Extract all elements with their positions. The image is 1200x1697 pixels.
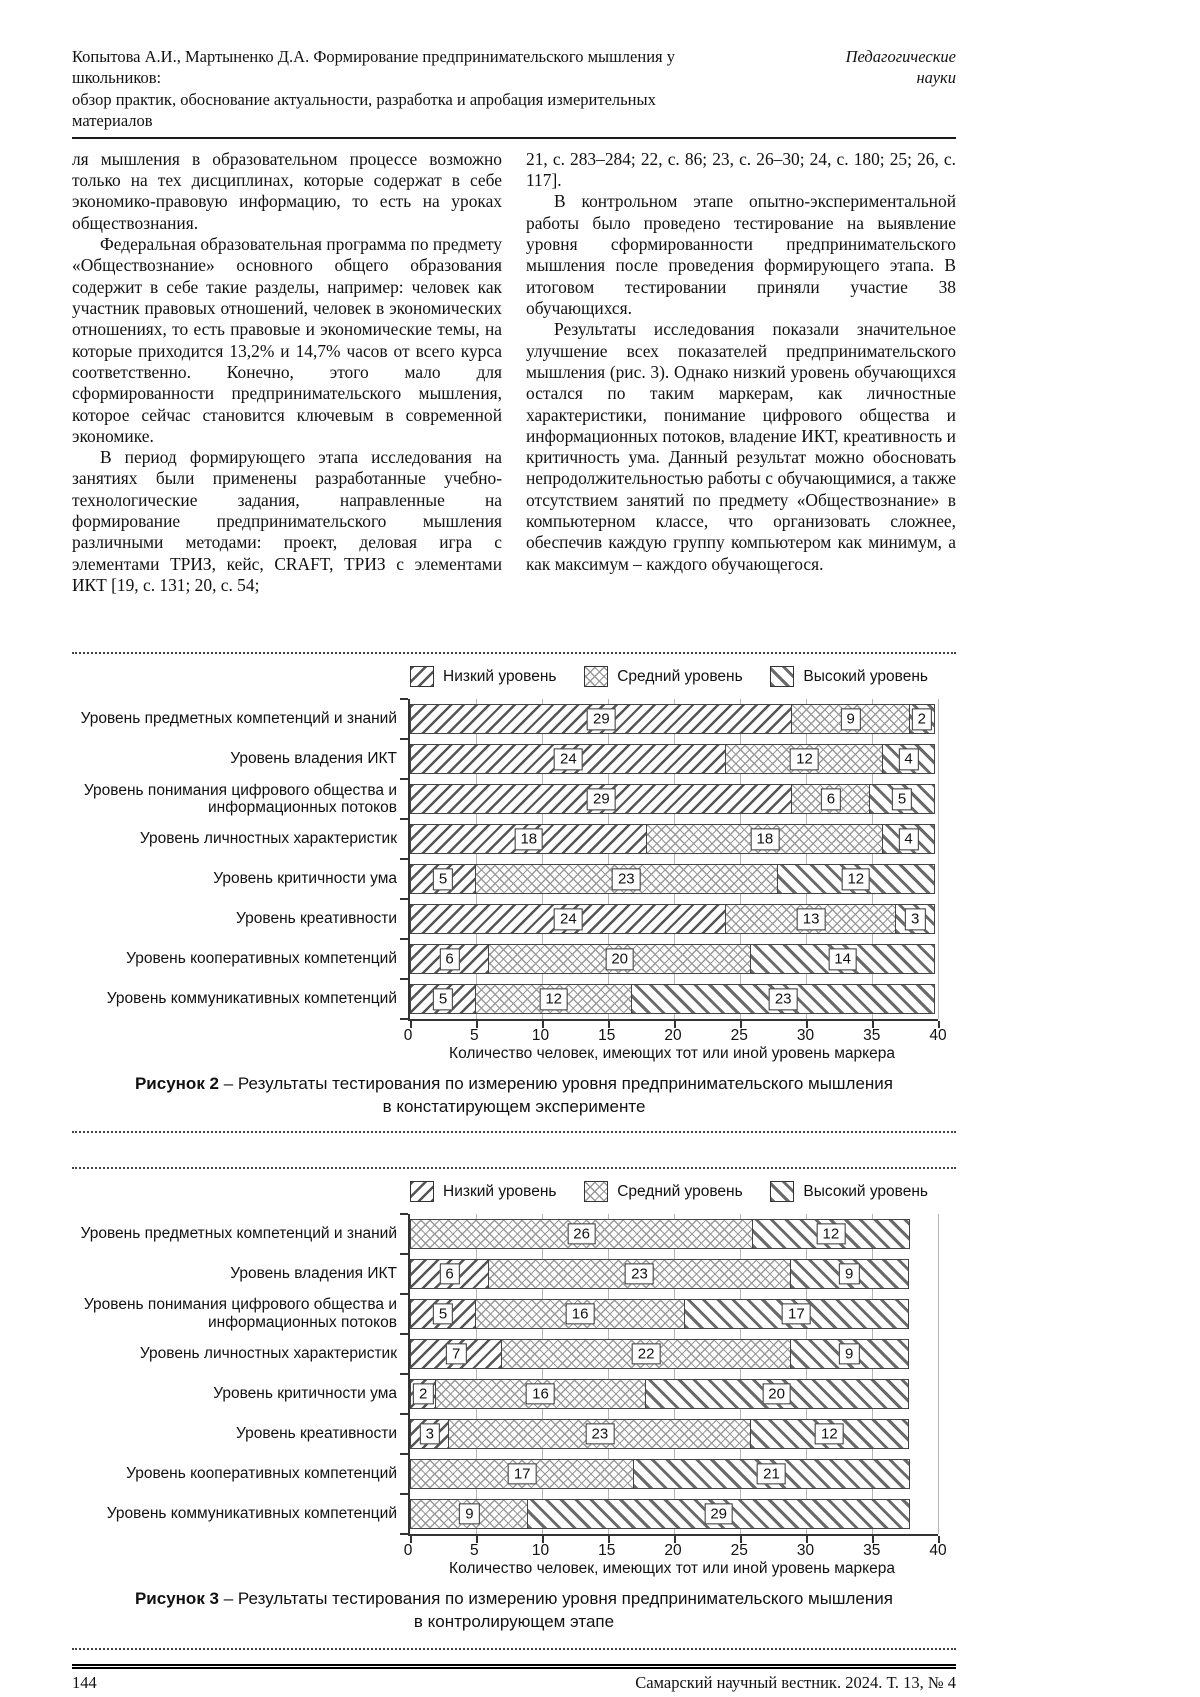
segment-value: 23 bbox=[625, 1264, 654, 1285]
segment-value: 4 bbox=[898, 749, 918, 770]
category-label: Уровень понимания цифрового общества и информационных потоков bbox=[83, 1296, 397, 1332]
stacked-bar bbox=[410, 1419, 938, 1449]
header-section-line1: Педагогические bbox=[845, 47, 956, 66]
y-tick-mark bbox=[400, 1253, 408, 1255]
legend-label: Средний уровень bbox=[617, 1182, 743, 1200]
x-axis-ticks bbox=[403, 1536, 947, 1560]
x-tick-label: 0 bbox=[403, 1027, 413, 1045]
x-tick-label: 35 bbox=[863, 1027, 881, 1045]
x-tick-label: 15 bbox=[598, 1542, 616, 1560]
y-tick-mark bbox=[400, 1453, 408, 1455]
bar-row bbox=[410, 1294, 938, 1334]
bar-row bbox=[410, 1414, 938, 1454]
category-label: Уровень понимания цифрового общества и информационных потоков bbox=[83, 781, 397, 817]
chart-legend bbox=[408, 654, 930, 695]
bar-row bbox=[410, 739, 938, 779]
segment-value: 24 bbox=[554, 749, 583, 770]
stacked-bar bbox=[410, 784, 938, 814]
legend-item bbox=[584, 666, 742, 687]
segment-value: 5 bbox=[433, 989, 453, 1010]
segment-value: 24 bbox=[554, 909, 583, 930]
bar-segment-high bbox=[882, 824, 935, 854]
segment-value: 9 bbox=[839, 1344, 859, 1365]
header-section-line2: науки bbox=[916, 68, 956, 88]
category-label: Уровень креативности bbox=[236, 910, 397, 928]
segment-value: 29 bbox=[587, 709, 616, 730]
y-tick-mark bbox=[400, 1373, 408, 1375]
stacked-bar bbox=[410, 1219, 938, 1249]
figure-caption-number: Рисунок 3 bbox=[134, 1589, 220, 1609]
bar-segment-high bbox=[750, 944, 935, 974]
bar-row bbox=[410, 779, 938, 819]
legend-item bbox=[410, 1181, 557, 1202]
legend-item bbox=[584, 1181, 742, 1202]
y-tick-mark bbox=[400, 938, 408, 940]
segment-value: 12 bbox=[815, 1424, 844, 1445]
figure-2-chart bbox=[72, 654, 956, 1119]
stacked-bar bbox=[410, 984, 938, 1014]
plot-area bbox=[408, 699, 938, 1021]
chart-legend bbox=[408, 1169, 930, 1210]
segment-value: 5 bbox=[892, 789, 912, 810]
segment-value: 23 bbox=[586, 1424, 615, 1445]
x-tick-label: 40 bbox=[929, 1542, 947, 1560]
right-column bbox=[526, 149, 956, 597]
segment-value: 2 bbox=[912, 709, 932, 730]
segment-value: 18 bbox=[751, 829, 780, 850]
stacked-bar bbox=[410, 904, 938, 934]
bar-segment-low bbox=[410, 864, 476, 894]
segment-value: 9 bbox=[839, 1264, 859, 1285]
stacked-bar bbox=[410, 1339, 938, 1369]
bar-segment-mid bbox=[435, 1379, 646, 1409]
segment-value: 18 bbox=[514, 829, 543, 850]
bar-segment-high bbox=[752, 1219, 910, 1249]
segment-value: 6 bbox=[821, 789, 841, 810]
segment-value: 16 bbox=[566, 1304, 595, 1325]
y-tick-mark bbox=[400, 1018, 408, 1020]
bar-segment-high bbox=[777, 864, 935, 894]
running-footer bbox=[72, 1669, 956, 1693]
bar-segment-high bbox=[684, 1299, 908, 1329]
paragraph: В период формирующего этапа исследования на занятиях были применены разработанные учебно-технологические задания, направленные на формирование предпринимательского мышления различными методами: проект, деловая игра с элементами ТРИЗ, кейс, CRAFT, ТРИЗ с элементами ИКТ [19, с. 131; 20, с. 54; bbox=[72, 447, 502, 595]
chart-body bbox=[72, 699, 956, 1021]
bar-segment-high bbox=[750, 1419, 908, 1449]
bar-segment-mid bbox=[475, 1299, 686, 1329]
x-tick-label: 20 bbox=[664, 1542, 682, 1560]
segment-value: 23 bbox=[612, 869, 641, 890]
paragraph: Федеральная образовательная программа по предмету «Обществознание» основного общего образования содержит в себе такие разделы, например: человек как участник правовых отношений, человек в экономических отношениях, то есть правовые и экономические темы, на которые приходится 13,2% и 14,7% часов от всего курса соответственно. Конечно, этого мало для сформированности предпринимательского мышления, которое сейчас становится ключевым в современной экономике. bbox=[72, 234, 502, 446]
segment-value: 16 bbox=[526, 1384, 555, 1405]
figure-caption-text: – Результаты тестирования по измерению уровня предпринимательского мышления bbox=[223, 1074, 894, 1094]
bar-segment-mid bbox=[410, 1499, 529, 1529]
y-tick-mark bbox=[400, 1493, 408, 1495]
category-labels bbox=[72, 699, 408, 1021]
figure-caption bbox=[72, 1588, 956, 1634]
bar-segment-high bbox=[882, 744, 935, 774]
bar-segment-high bbox=[527, 1499, 910, 1529]
bar-row bbox=[410, 979, 938, 1019]
x-tick-label: 35 bbox=[863, 1542, 881, 1560]
segment-value: 2 bbox=[413, 1384, 433, 1405]
bar-row bbox=[410, 1374, 938, 1414]
category-label: Уровень креативности bbox=[236, 1425, 397, 1443]
bar-segment-high bbox=[631, 984, 935, 1014]
category-label: Уровень предметных компетенций и знаний bbox=[80, 1225, 397, 1243]
bar-segment-mid bbox=[410, 1219, 753, 1249]
bar-segment-low bbox=[410, 1339, 502, 1369]
x-tick-label: 5 bbox=[469, 1542, 479, 1560]
stacked-bar bbox=[410, 944, 938, 974]
paragraph: ля мышления в образовательном процессе возможно только на тех дисциплинах, которые содержат в себе экономико-правовую информацию, то есть на уроках обществознания. bbox=[72, 148, 502, 233]
bar-segment-mid bbox=[725, 904, 897, 934]
stacked-bar bbox=[410, 1379, 938, 1409]
x-tick-label: 30 bbox=[796, 1027, 815, 1045]
high-hatch-swatch-icon bbox=[770, 1181, 794, 1202]
bar-segment-high bbox=[790, 1339, 909, 1369]
y-tick-mark bbox=[400, 858, 408, 860]
segment-value: 7 bbox=[446, 1344, 466, 1365]
segment-value: 5 bbox=[433, 869, 453, 890]
bar-segment-mid bbox=[791, 784, 870, 814]
bar-row bbox=[410, 1334, 938, 1374]
legend-item bbox=[770, 1181, 928, 1202]
stacked-bar bbox=[410, 1259, 938, 1289]
segment-value: 29 bbox=[704, 1504, 733, 1525]
bar-segment-mid bbox=[646, 824, 884, 854]
page-content bbox=[72, 46, 956, 1693]
segment-value: 9 bbox=[459, 1504, 479, 1525]
stacked-bar bbox=[410, 864, 938, 894]
figure-caption-line2: в контролирующем этапе bbox=[413, 1612, 615, 1632]
bar-segment-high bbox=[633, 1459, 910, 1489]
segment-value: 6 bbox=[439, 949, 459, 970]
bar-segment-low bbox=[410, 1379, 436, 1409]
figure-3-chart bbox=[72, 1169, 956, 1634]
bar-segment-low bbox=[410, 1299, 476, 1329]
x-tick-label: 10 bbox=[531, 1542, 550, 1560]
bar-segment-mid bbox=[448, 1419, 752, 1449]
category-label: Уровень владения ИКТ bbox=[230, 750, 397, 768]
x-tick-label: 15 bbox=[598, 1027, 616, 1045]
bar-row bbox=[410, 1494, 938, 1534]
bar-row bbox=[410, 1214, 938, 1254]
figure-caption-text: – Результаты тестирования по измерению уровня предпринимательского мышления bbox=[223, 1589, 894, 1609]
dotted-divider bbox=[72, 1131, 956, 1133]
segment-value: 13 bbox=[797, 909, 826, 930]
segment-value: 14 bbox=[828, 949, 857, 970]
figure-caption-line2: в констатирующем эксперименте bbox=[382, 1097, 646, 1117]
bar-segment-high bbox=[790, 1259, 909, 1289]
x-axis-title: Количество человек, имеющих тот или иной уровень маркера bbox=[449, 1045, 895, 1063]
stacked-bar bbox=[410, 1299, 938, 1329]
segment-value: 12 bbox=[817, 1224, 846, 1245]
paragraph: 21, с. 283–284; 22, с. 86; 23, с. 26–30; 24, с. 180; 25; 26, с. 117]. bbox=[526, 148, 956, 191]
bar-segment-low bbox=[410, 984, 476, 1014]
category-label: Уровень коммуникативных компетенций bbox=[106, 1505, 397, 1523]
segment-value: 4 bbox=[898, 829, 918, 850]
x-tick-label: 30 bbox=[796, 1542, 815, 1560]
paragraph: В контрольном этапе опытно-экспериментальной работы было проведено тестирование на выявление уровня сформированности предпринимательского мышления после проведения формирующего этапа. В итоговом тестировании приняли участие 38 обучающихся. bbox=[526, 191, 956, 318]
stacked-bar bbox=[410, 824, 938, 854]
stacked-bar bbox=[410, 1499, 938, 1529]
page-number: 144 bbox=[72, 1673, 97, 1693]
stacked-bar bbox=[410, 704, 938, 734]
bar-segment-mid bbox=[475, 984, 633, 1014]
category-label: Уровень коммуникативных компетенций bbox=[106, 990, 397, 1008]
bar-segment-low bbox=[410, 944, 489, 974]
x-tick-label: 25 bbox=[730, 1542, 748, 1560]
x-axis-ticks bbox=[403, 1021, 947, 1045]
bar-segment-mid bbox=[725, 744, 883, 774]
y-tick-mark bbox=[400, 818, 408, 820]
segment-value: 3 bbox=[905, 909, 925, 930]
segment-value: 20 bbox=[762, 1384, 791, 1405]
segment-value: 12 bbox=[539, 989, 568, 1010]
legend-label: Низкий уровень bbox=[443, 1182, 557, 1200]
running-header-title bbox=[72, 46, 712, 132]
y-tick-mark bbox=[400, 1533, 408, 1535]
legend-label: Низкий уровень bbox=[443, 667, 557, 685]
x-tick-label: 25 bbox=[730, 1027, 748, 1045]
article-columns bbox=[72, 149, 956, 597]
category-label: Уровень предметных компетенций и знаний bbox=[80, 710, 397, 728]
x-tick-label: 40 bbox=[929, 1027, 947, 1045]
x-axis-title: Количество человек, имеющих тот или иной уровень маркера bbox=[449, 1560, 895, 1578]
bar-segment-low bbox=[410, 904, 727, 934]
bar-segment-low bbox=[410, 744, 727, 774]
x-tick-label: 5 bbox=[469, 1027, 479, 1045]
bar-row bbox=[410, 1254, 938, 1294]
segment-value: 22 bbox=[632, 1344, 661, 1365]
segment-value: 17 bbox=[782, 1304, 811, 1325]
segment-value: 20 bbox=[605, 949, 634, 970]
bar-segment-low bbox=[410, 1419, 450, 1449]
bar-row bbox=[410, 899, 938, 939]
category-label: Уровень критичности ума bbox=[213, 870, 397, 888]
mid-hatch-swatch-icon bbox=[584, 1181, 608, 1202]
legend-item bbox=[410, 666, 557, 687]
bar-segment-low bbox=[410, 704, 793, 734]
x-tick-label: 0 bbox=[403, 1542, 413, 1560]
y-tick-mark bbox=[400, 778, 408, 780]
segment-value: 12 bbox=[790, 749, 819, 770]
y-tick-mark bbox=[400, 1213, 408, 1215]
mid-hatch-swatch-icon bbox=[584, 666, 608, 687]
y-tick-mark bbox=[400, 1413, 408, 1415]
bar-segment-low bbox=[410, 784, 793, 814]
running-header-section bbox=[846, 46, 956, 89]
bar-row bbox=[410, 699, 938, 739]
paragraph: Результаты исследования показали значительное улучшение всех показателей предпринимательского мышления (рис. 3). Однако низкий уровень обучающихся остался по таким маркерам, как личностные характеристики, понимание цифрового общества и информационных потоков, владение ИКТ, креативность и критичность ума. Данный результат можно обосновать непродолжительностью работы с обучающимися, а также отсутствием занятий по предмету «Обществознание» в компьютерном классе, что организовать сложнее, обеспечив каждую группу компьютером как минимум, а как максимум – каждого обучающегося. bbox=[526, 319, 956, 574]
category-labels bbox=[72, 1214, 408, 1536]
category-label: Уровень кооперативных компетенций bbox=[126, 1465, 397, 1483]
journal-reference: Самарский научный вестник. 2024. Т. 13, № 4 bbox=[635, 1673, 956, 1693]
bar-segment-mid bbox=[475, 864, 779, 894]
bar-segment-low bbox=[410, 1259, 489, 1289]
legend-label: Средний уровень bbox=[617, 667, 743, 685]
segment-value: 6 bbox=[439, 1264, 459, 1285]
stacked-bar bbox=[410, 1459, 938, 1489]
segment-value: 12 bbox=[841, 869, 870, 890]
bar-row bbox=[410, 859, 938, 899]
segment-value: 26 bbox=[567, 1224, 596, 1245]
high-hatch-swatch-icon bbox=[770, 666, 794, 687]
bar-segment-mid bbox=[488, 944, 752, 974]
bar-row bbox=[410, 1454, 938, 1494]
y-tick-mark bbox=[400, 738, 408, 740]
bar-segment-mid bbox=[791, 704, 910, 734]
segment-value: 21 bbox=[757, 1464, 786, 1485]
chart-body bbox=[72, 1214, 956, 1536]
left-column bbox=[72, 149, 502, 597]
category-label: Уровень владения ИКТ bbox=[230, 1265, 397, 1283]
bar-segment-mid bbox=[501, 1339, 791, 1369]
segment-value: 17 bbox=[508, 1464, 537, 1485]
x-tick-label: 10 bbox=[531, 1027, 550, 1045]
running-header bbox=[72, 46, 956, 139]
bar-segment-mid bbox=[488, 1259, 792, 1289]
legend-label: Высокий уровень bbox=[803, 1182, 928, 1200]
bar-row bbox=[410, 819, 938, 859]
bar-segment-high bbox=[869, 784, 935, 814]
y-tick-mark bbox=[400, 1293, 408, 1295]
figure-caption bbox=[72, 1073, 956, 1119]
bar-segment-high bbox=[645, 1379, 909, 1409]
segment-value: 29 bbox=[587, 789, 616, 810]
bar-segment-low bbox=[410, 824, 648, 854]
y-tick-mark bbox=[400, 898, 408, 900]
segment-value: 5 bbox=[433, 1304, 453, 1325]
header-title-line2: обзор практик, обоснование актуальности, разработка и апробация измерительных материалов bbox=[72, 89, 656, 131]
bar-segment-high bbox=[895, 904, 935, 934]
category-label: Уровень личностных характеристик bbox=[139, 830, 397, 848]
category-label: Уровень кооперативных компетенций bbox=[126, 950, 397, 968]
y-tick-mark bbox=[400, 978, 408, 980]
bar-segment-high bbox=[909, 704, 935, 734]
bar-row bbox=[410, 939, 938, 979]
header-title-line1: Копытова А.И., Мартыненко Д.А. Формирование предпринимательского мышления у школьников: bbox=[72, 47, 675, 88]
low-hatch-swatch-icon bbox=[410, 1181, 434, 1202]
y-tick-mark bbox=[400, 698, 408, 700]
bar-segment-mid bbox=[410, 1459, 634, 1489]
segment-value: 23 bbox=[769, 989, 798, 1010]
category-label: Уровень личностных характеристик bbox=[139, 1345, 397, 1363]
segment-value: 3 bbox=[420, 1424, 440, 1445]
legend-label: Высокий уровень bbox=[803, 667, 928, 685]
x-tick-label: 20 bbox=[664, 1027, 682, 1045]
figure-caption-number: Рисунок 2 bbox=[134, 1074, 220, 1094]
low-hatch-swatch-icon bbox=[410, 666, 434, 687]
dotted-divider bbox=[72, 1648, 956, 1650]
y-tick-mark bbox=[400, 1333, 408, 1335]
gridline bbox=[938, 699, 939, 1019]
legend-item bbox=[770, 666, 928, 687]
gridline bbox=[938, 1214, 939, 1534]
stacked-bar bbox=[410, 744, 938, 774]
plot-area bbox=[408, 1214, 938, 1536]
category-label: Уровень критичности ума bbox=[213, 1385, 397, 1403]
segment-value: 9 bbox=[841, 709, 861, 730]
